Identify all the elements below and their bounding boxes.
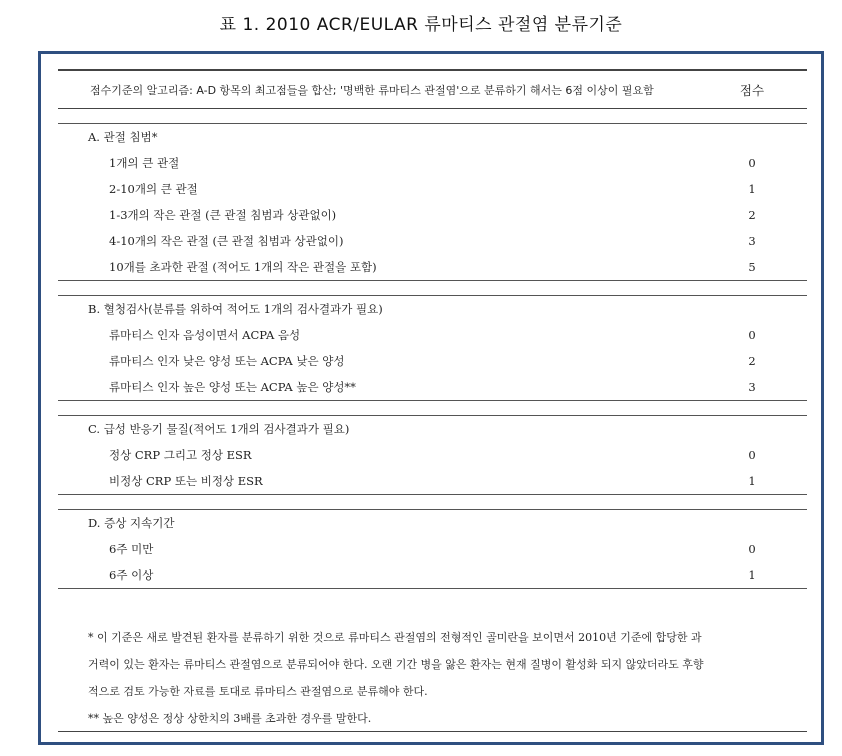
table-row: 정상 CRP 그리고 정상 ESR 0 xyxy=(109,448,756,462)
table-row: 류마티스 인자 음성이면서 ACPA 음성 0 xyxy=(109,328,756,342)
table-row: 4-10개의 작은 관절 (큰 관절 침범과 상관없이) 3 xyxy=(109,234,756,248)
table-header-row xyxy=(58,70,807,109)
table-row: 류마티스 인자 높은 양성 또는 ACPA 높은 양성** 3 xyxy=(58,374,807,401)
table-row: 2-10개의 큰 관절 1 xyxy=(109,182,756,196)
bottom-rule xyxy=(58,731,807,732)
section-title-b: B. 혈청검사(분류를 위하여 적어도 1개의 검사결과가 필요) xyxy=(88,302,383,316)
criteria-table-frame xyxy=(38,51,824,745)
section-title-a: A. 관절 침범* xyxy=(88,130,158,144)
table-row: 6주 이상 1 xyxy=(58,562,807,589)
footnote-line-3: 적으로 검토 가능한 자료를 토대로 류마티스 관절염으로 분류해야 한다. xyxy=(88,685,428,698)
table-row: 6주 미만 0 xyxy=(109,542,756,556)
section-title-c: C. 급성 반응기 물질(적어도 1개의 검사결과가 필요) xyxy=(88,422,350,436)
table-row: 1개의 큰 관절 0 xyxy=(109,156,756,170)
table-row: 10개를 초과한 관절 (적어도 1개의 작은 관절을 포함) 5 xyxy=(58,254,807,281)
footnote-line-1: * 이 기준은 새로 발견된 환자를 분류하기 위한 것으로 류마티스 관절염의 전형적인 골미란을 보이면서 2010년 기준에 합당한 과 xyxy=(88,631,702,644)
footnote-line-4: ** 높은 양성은 정상 상한치의 3배를 초과한 경우를 말한다. xyxy=(88,712,372,725)
section-title-d: D. 증상 지속기간 xyxy=(88,516,175,530)
header-score: 점수 xyxy=(697,70,807,109)
criteria-table xyxy=(58,69,807,589)
header-criteria: 점수기준의 알고리즘: A-D 항목의 최고점들을 합산; '명백한 류마티스 관절염'으로 분류하기 해서는 6점 이상이 필요함 xyxy=(58,70,697,109)
table-row: 1-3개의 작은 관절 (큰 관절 침범과 상관없이) 2 xyxy=(109,208,756,222)
table-row: 비정상 CRP 또는 비정상 ESR 1 xyxy=(58,468,807,495)
table-caption: 표 1. 2010 ACR/EULAR 류마티스 관절염 분류기준 xyxy=(219,15,623,35)
footnote-line-2: 거력이 있는 환자는 류마티스 관절염으로 분류되어야 한다. 오랜 기간 병을 앓은 환자는 현재 질병이 활성화 되지 않았더라도 후향 xyxy=(88,658,704,671)
table-row: 류마티스 인자 낮은 양성 또는 ACPA 낮은 양성 2 xyxy=(109,354,756,368)
